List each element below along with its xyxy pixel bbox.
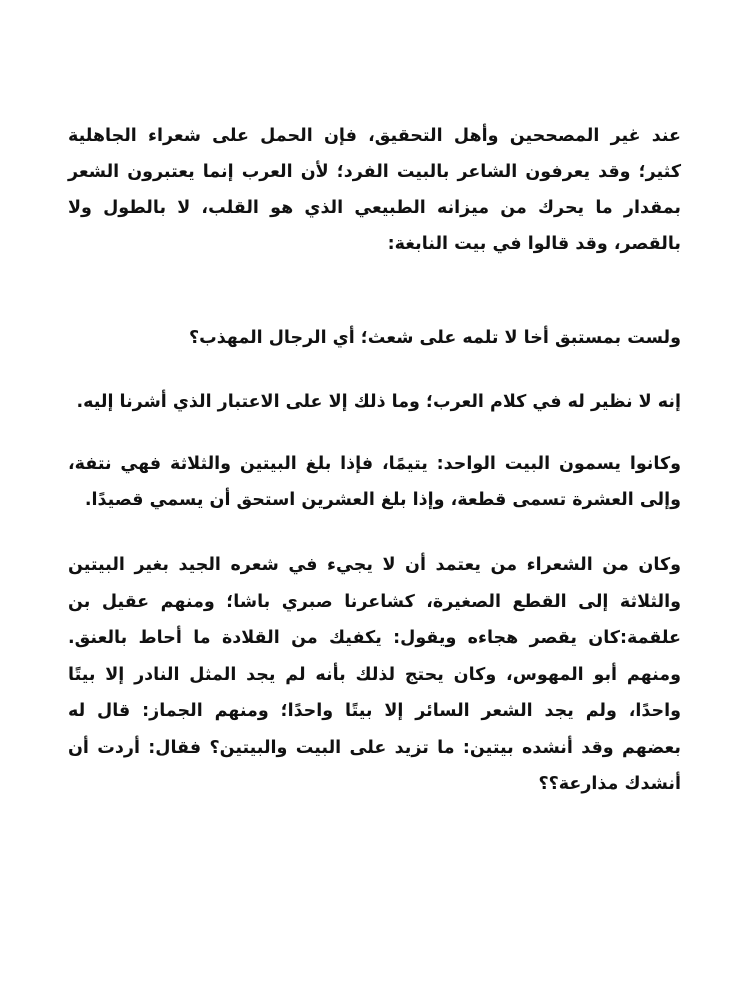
paragraph-poets: وكان من الشعراء من يعتمد أن لا يجيء في شعره الجيد بغير البيتين والثلاثة إلى القطع الصغيرة، كشاعرنا صبري باشا؛ ومنهم عقيل بن علقمة:كان يقصر هجاءه ويقول: يكفيك من القلادة ما أحاط بالعنق. ومنهم أبو المهوس، وكان يحتج لذلك بأنه لم يجد المثل النادر إلا بيتًا واحدًا، ولم يجد الشعر السائر إلا بيتًا واحدًا؛ ومنهم الجماز: قال له بعضهم وقد أنشده بيتين: ما تزيد على البيت والبيتين؟ فقال: أردت أن أنشدك مذارعة؟؟ xyxy=(68,555,681,794)
paragraph-verse: ولست بمستبق أخا لا تلمه على شعث؛ أي الرجال المهذب؟ xyxy=(188,328,681,348)
paragraph-naming: وكانوا يسمون البيت الواحد: يتيمًا، فإذا بلغ البيتين والثلاثة فهي نتفة، وإلى العشرة تسمى قطعة، وإذا بلغ العشرين استحق أن يسمي قصيدًا. xyxy=(68,454,681,510)
paragraph-intro: عند غير المصححين وأهل التحقيق، فإن الحمل على شعراء الجاهلية كثير؛ وقد يعرفون الشاعر بالبيت الفرد؛ لأن العرب إنما يعتبرون الشعر بمقدار ما يحرك من ميزانه الطبيعي الذي هو القلب، لا بالطول ولا بالقصر، وقد قالوا في بيت النابغة: xyxy=(68,126,681,254)
paragraph-comment: إنه لا نظير له في كلام العرب؛ وما ذلك إلا على الاعتبار الذي أشرنا إليه. xyxy=(76,392,681,412)
